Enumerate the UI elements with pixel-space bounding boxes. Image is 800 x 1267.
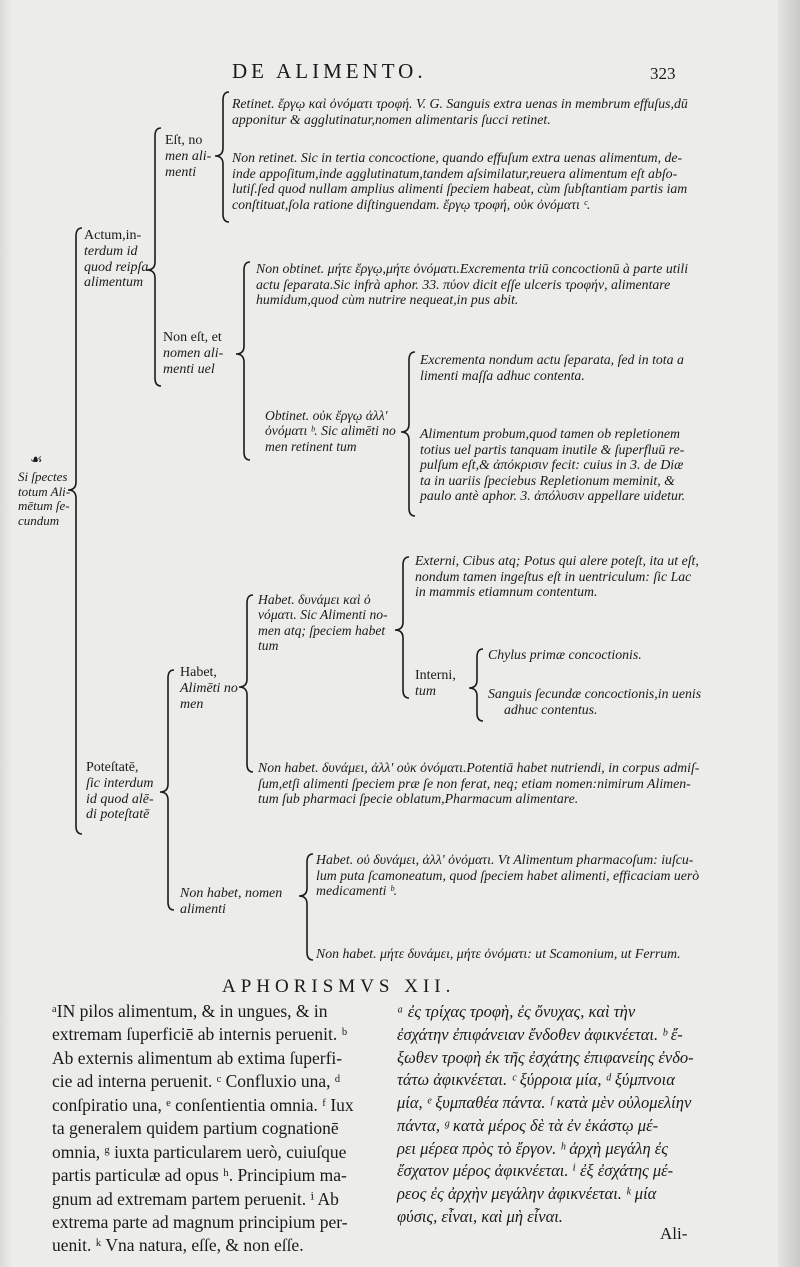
- externi-line-1: Externi, Cibus atq; Potus qui alere poteſt, ita ut eſt,: [415, 553, 699, 568]
- latin-line-4: cie ad interna peruenit. ᶜ Confluxio una, ᵈ: [52, 1071, 341, 1092]
- actu-line-4: alimentum: [84, 275, 144, 291]
- externi-line-3: in mammis etiamnum contentum.: [415, 584, 598, 600]
- externi-entry: [415, 553, 735, 600]
- greek-line-7: ρει μέρεα πρὸς τὸ ἔργον. ʰ ἀρχὴ μεγάλη ἐς: [397, 1138, 668, 1158]
- obtinet-line-3: men retinent tum: [265, 438, 357, 454]
- potestate-line-3: id quod alē-: [86, 791, 154, 807]
- root-line-4: cundum: [18, 513, 60, 529]
- potestate-line-2: ſic interdum: [86, 775, 154, 791]
- sanguis-line-1: Sanguis ſecundæ concoctionis,in uenis: [488, 686, 702, 701]
- non-retinet-line-1: Non retinet. Sic in tertia concoctione, quando effuſum extra uenas alimentum, de-: [232, 150, 683, 165]
- habet-vim-line-1: Habet. δυνάμει καὶ ὀ: [258, 592, 371, 607]
- brace-est-nomen: [215, 92, 229, 222]
- root-line-1: Si ſpectes: [18, 469, 68, 484]
- non-retinet-line-3: lutiſ.ſed quod nullam amplius alimenti ſpeciem habeat, cùm ſubſtantiam partis iam: [232, 181, 688, 197]
- excrementa-entry: [420, 352, 720, 383]
- brace-obtinet: [401, 352, 415, 516]
- excrementa-line-1: Excrementa nondum actu ſeparata, ſed in tota a: [420, 352, 684, 367]
- interni-line-2: tum: [415, 683, 436, 699]
- habet-pharmacum-line-3: medicamenti ᵇ.: [316, 883, 398, 899]
- root-line-3: mētum ſe-: [18, 498, 70, 514]
- latin-line-3: Ab externis alimentum ab extima ſuperfi-: [52, 1047, 343, 1068]
- latin-line-11: uenit. ᵏ Vna natura, eſſe, & non eſſe.: [52, 1235, 304, 1256]
- interni-line-1: Interni,: [415, 668, 456, 683]
- non-habet-entry: [258, 760, 738, 807]
- est-nomen-line-1: Eſt, no: [165, 133, 203, 148]
- sanguis-line-2: adhuc contentus.: [504, 701, 598, 717]
- obtinet-line-2: ὀνόματι ᵇ. Sic alimēti no: [265, 423, 396, 439]
- aphorism-greek: [397, 1001, 732, 1229]
- retinet-line-2: apponitur & agglutinatur,nomen alimentaris ſucci retinet.: [232, 111, 551, 127]
- aphorism-title: APHORISMVS XII.: [222, 976, 456, 997]
- greek-line-8: ἔσχατον μέρος ἀφικνέεται. ⁱ ἐξ ἐσχάτης μέ-: [397, 1161, 674, 1181]
- greek-line-1: ᵃ ἐς τρίχας τροφὴ, ἐς ὄνυχας, καὶ τὴν: [397, 1002, 636, 1021]
- greek-line-9: ρεος ἐς ἀρχὴν μεγάλην ἀφικνέεται. ᵏ μία: [397, 1184, 657, 1204]
- non-habet-line-3: tum ſub pharmaci ſpecie oblatum,Pharmacum alimentare.: [258, 791, 579, 807]
- chylus-entry: Chylus primæ concoctionis.: [488, 647, 642, 662]
- non-habet-nomen-line-2: alimenti: [180, 901, 226, 917]
- retinet-entry: [232, 96, 752, 127]
- probum-entry: [420, 426, 720, 504]
- potestate-line-1: Poteſtatē,: [86, 760, 139, 775]
- non-habet-line-2: ſum,etſi alimenti ſpeciem præ ſe non ferat, neq; etiam nomen:nimirum Alimen-: [258, 775, 691, 791]
- habet-nomen-line-2: Alimēti no: [180, 680, 238, 696]
- greek-line-6: πάντα, ᵍ κατὰ μέρος δὲ τὰ ἐν ἑκάστῳ μέ-: [397, 1115, 659, 1135]
- non-habet-scamonium-entry: Non habet. μήτε δυνάμει, μήτε ὀνόματι: ut Scamonium, ut Ferrum.: [316, 946, 681, 961]
- habet-nomen-line-3: men: [180, 696, 204, 712]
- actu-line-1: Actum,in-: [84, 228, 142, 243]
- probum-line-4: ta in uariis ſpeciebus Repletionum meminit, &: [420, 472, 675, 488]
- greek-line-5: μία, ᵉ ξυμπαθέα πάντα. ᶠ κατὰ μὲν οὐλομελίην: [397, 1093, 692, 1113]
- running-title: DE ALIMENTO.: [232, 59, 427, 83]
- excrementa-line-2: limenti maſſa adhuc contenta.: [420, 367, 585, 383]
- page-number: 323: [650, 64, 676, 83]
- brace-actu: [147, 128, 161, 386]
- brace-potestate: [160, 670, 174, 910]
- latin-line-9: gnum ad extremam partem peruenit. ⁱ Ab: [52, 1188, 339, 1209]
- actu-line-3: quod reipſa: [84, 259, 149, 275]
- brace-non-est: [236, 262, 250, 460]
- latin-line-5: conſpiratio una, ᵉ conſentientia omnia. ᶠ Iux: [52, 1094, 354, 1115]
- habet-nomen-line-1: Habet,: [180, 665, 217, 680]
- habet-vim-line-4: tum: [258, 638, 279, 654]
- probum-line-1: Alimentum probum,quod tamen ob repletionem: [420, 426, 680, 441]
- greek-line-3: ξωθεν τροφὴ ἐκ τῆς ἐσχάτης ἐπιφανείης ἐνδο-: [397, 1047, 694, 1067]
- brace-habet-vim: [395, 557, 409, 698]
- non-habet-nomen-line-1: Non habet, nomen: [180, 886, 283, 901]
- est-nomen-label: [165, 133, 211, 180]
- non-retinet-line-2: inde appoſitum,inde agglutinatum,tandem aſsimilatur,reuera alimentum eſt abſo-: [232, 165, 678, 181]
- non-est-label: [163, 330, 223, 377]
- non-obtinet-line-1: Non obtinet. μήτε ἔργῳ,μήτε ὀνόματι.Excrementa triū concoctionū à parte utili: [256, 261, 689, 276]
- latin-line-6: ta generalem quidem partium cognationē: [52, 1118, 339, 1139]
- actu-line-2: terdum id: [84, 243, 138, 259]
- latin-line-7: omnia, ᵍ iuxta particularem uerò, cuiuſque: [52, 1141, 347, 1162]
- habet-nomen-label: [180, 665, 238, 712]
- brace-non-habet-nomen: [299, 854, 313, 960]
- aphorism-latin: [52, 1000, 387, 1258]
- brace-habet-nomen: [239, 595, 253, 772]
- sanguis-entry: [488, 686, 701, 717]
- actu-label: [84, 228, 148, 291]
- est-nomen-line-3: menti: [165, 164, 197, 180]
- interni-label: [415, 668, 456, 700]
- non-obtinet-line-2: actu ſeparata.Sic infrà aphor. 33. πύον dicit eſſe ulceris τροφήν, alimentare: [256, 276, 671, 292]
- non-obtinet-line-3: humidum,quod cùm nutrire nequeat,in pus abit.: [256, 292, 519, 308]
- non-est-line-1: Non eſt, et: [163, 330, 222, 345]
- non-obtinet-entry: [256, 261, 726, 308]
- latin-line-2: extremam ſuperficiē ab internis peruenit. ᵇ: [52, 1024, 348, 1045]
- brace-interni: [469, 649, 483, 721]
- latin-line-1: ᵃIN pilos alimentum, & in ungues, & in: [52, 1001, 328, 1021]
- root-label: [18, 470, 74, 529]
- non-habet-line-1: Non habet. δυνάμει, ἀλλ' οὐκ ὀνόματι.Potentiā habet nutriendi, in corpus admiſ-: [258, 760, 700, 775]
- greek-line-10: φύσις, εἶναι, καὶ μὴ εἶναι.: [397, 1206, 563, 1226]
- non-est-line-3: menti uel: [163, 361, 215, 377]
- obtinet-line-1: Obtinet. οὐκ ἔργῳ ἀλλ': [265, 408, 388, 423]
- habet-vim-line-2: νόματι. Sic Alimenti no-: [258, 607, 388, 623]
- root-line-2: totum Ali-: [18, 483, 71, 499]
- non-retinet-line-4: conſtituat,ſola ratione diſtinguendam. ἔργῳ τροφή, οὐκ ὀνόματι ᶜ.: [232, 196, 591, 212]
- probum-line-2: totius uel partis tanquam inutile & ſuperfluū re-: [420, 441, 685, 457]
- brace-root: [68, 228, 82, 834]
- habet-pharmacum-entry: [316, 852, 746, 899]
- potestate-line-4: di poteſtatē: [86, 807, 150, 823]
- greek-line-2: ἐσχάτην ἐπιφάνειαν ἔνδοθεν ἀφικνέεται. ᵇ ἔ-: [397, 1024, 683, 1044]
- latin-line-8: partis particulæ ad opus ʰ. Principium ma-: [52, 1165, 347, 1186]
- est-nomen-line-2: men ali-: [165, 148, 212, 164]
- greek-line-4: τάτω ἀφικνέεται. ᶜ ξύρροια μία, ᵈ ξύμπνοια: [397, 1070, 675, 1090]
- probum-line-5: paulo antè aphor. 3. ἀπόλυσιν appellare uidetur.: [420, 488, 686, 504]
- habet-pharmacum-line-2: lum puta ſcamoneatum, quod ſpeciem habet alimenti, efficaciam uerò: [316, 867, 700, 883]
- non-retinet-entry: [232, 150, 752, 212]
- externi-line-2: nondum tamen ingeſtus eſt in uentriculum: ſic Lac: [415, 568, 692, 584]
- probum-line-3: pulſum eſt,& ἀπόκρισιν fecit: cuius in 3. de Diæ: [420, 457, 684, 473]
- habet-pharmacum-line-1: Habet. οὐ δυνάμει, ἀλλ' ὀνόματι. Vt Alimentum pharmacoſum: iuſcu-: [316, 852, 694, 867]
- habet-vim-label: [258, 592, 388, 653]
- retinet-line-1: Retinet. ἔργῳ καὶ ὀνόματι τροφή. V. G. Sanguis extra uenas in membrum effuſus,dū: [232, 96, 688, 111]
- obtinet-label: [265, 408, 396, 454]
- flower-mark-icon: ☙: [30, 453, 43, 468]
- habet-vim-line-3: men atq; ſpeciem habet: [258, 622, 386, 638]
- potestate-label: [86, 760, 154, 823]
- catchword: Ali-: [660, 1224, 688, 1243]
- non-habet-nomen-label: [180, 886, 282, 918]
- non-est-line-2: nomen ali-: [163, 345, 224, 361]
- latin-line-10: extrema parte ad magnum principium per-: [52, 1211, 348, 1232]
